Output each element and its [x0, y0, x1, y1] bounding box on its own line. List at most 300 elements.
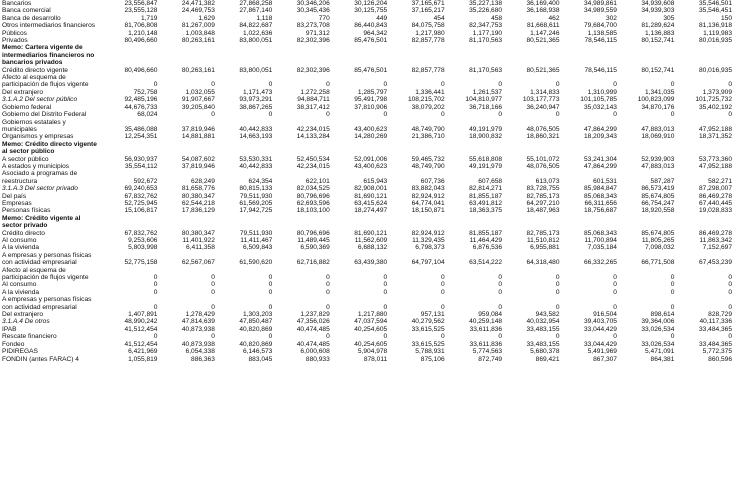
value-cell: 622,101 — [305, 177, 330, 185]
value-cell: 66,771,508 — [641, 259, 675, 267]
value-cell: 5,904,978 — [357, 348, 388, 356]
value-cell: 86,469,278 — [698, 229, 732, 237]
table-row — [1, 111, 734, 118]
value-cell: 47,883,013 — [641, 162, 675, 170]
row-label: Banca comercial — [2, 7, 51, 15]
value-cell: 47,356,026 — [296, 318, 330, 326]
value-cell: 80,016,935 — [698, 66, 732, 74]
value-cell: 14,133,284 — [296, 133, 330, 141]
value-cell: 83,800,051 — [239, 37, 273, 45]
value-cell — [504, 141, 561, 156]
value-cell: 582,271 — [708, 177, 732, 185]
value-cell: 11,510,812 — [527, 237, 560, 244]
value-cell: 0 — [440, 81, 445, 89]
value-cell: 18,150,871 — [411, 207, 445, 215]
value-cell: 47,864,299 — [583, 125, 617, 133]
table-row — [1, 37, 734, 44]
value-cell: 39,364,006 — [641, 318, 675, 326]
value-cell: 86,573,419 — [641, 185, 675, 193]
table-row — [1, 230, 734, 237]
value-cell: 37,819,946 — [181, 125, 215, 133]
value-cell: 66,311,656 — [584, 199, 617, 207]
value-cell: 82,034,525 — [296, 185, 330, 193]
value-cell: 5,680,378 — [530, 348, 560, 356]
value-cell: 40,254,605 — [354, 325, 388, 333]
value-cell: 68,024 — [137, 111, 158, 119]
value-cell: 305 — [663, 14, 675, 22]
value-cell: 53,241,304 — [583, 155, 617, 163]
value-cell: 1,055,819 — [128, 355, 158, 363]
value-cell: 82,785,173 — [526, 229, 560, 237]
table-row — [1, 30, 734, 37]
value-cell: 6,146,573 — [242, 348, 273, 356]
value-cell: 33,615,525 — [411, 325, 445, 333]
table-body — [1, 0, 734, 363]
value-cell: 0 — [268, 333, 273, 341]
value-cell: 48,990,242 — [124, 318, 158, 326]
value-cell: 34,989,861 — [583, 0, 617, 7]
value-cell: 91,907,667 — [181, 96, 215, 104]
value-cell: 752,758 — [133, 88, 158, 96]
value-cell: 0 — [383, 288, 388, 296]
value-cell: 37,819,946 — [181, 162, 215, 170]
value-cell: 615,943 — [363, 177, 388, 185]
row-label: Del extranjero — [2, 88, 44, 96]
table-row — [1, 74, 734, 89]
value-cell: 81,136,918 — [698, 22, 732, 30]
table-row — [1, 22, 734, 29]
row-label: PIDIREGAS — [2, 348, 38, 356]
value-cell: 6,798,373 — [415, 244, 445, 252]
value-cell: 64,318,480 — [526, 259, 560, 267]
row-label: Bancarios — [2, 0, 32, 7]
value-cell: 11,863,342 — [699, 237, 732, 244]
value-cell — [562, 44, 619, 66]
value-cell: 103,177,773 — [522, 96, 560, 104]
table-row — [1, 185, 734, 192]
value-cell: 40,474,485 — [296, 340, 330, 348]
value-cell: 61,590,620 — [239, 259, 273, 267]
value-cell: 63,415,624 — [354, 199, 388, 207]
value-cell: 17,836,129 — [181, 207, 215, 215]
value-cell: 40,442,833 — [239, 125, 273, 133]
value-cell — [217, 215, 274, 230]
value-cell: 872,749 — [478, 355, 503, 363]
value-cell: 18,920,558 — [641, 207, 675, 215]
value-cell: 6,876,536 — [472, 244, 503, 252]
value-cell: 104,810,977 — [465, 96, 503, 104]
value-cell: 628,249 — [191, 177, 215, 185]
table-row — [1, 252, 734, 267]
value-cell: 33,611,836 — [469, 340, 503, 348]
table-row — [1, 15, 734, 22]
value-cell: 67,440,445 — [698, 199, 732, 207]
value-cell: 1,314,833 — [530, 88, 560, 96]
value-cell: 5,491,969 — [587, 348, 617, 356]
value-cell: 47,037,594 — [354, 318, 388, 326]
value-cell: 21,386,710 — [411, 133, 445, 141]
value-cell — [102, 215, 159, 230]
value-cell — [102, 141, 159, 156]
value-cell: 0 — [326, 288, 330, 296]
row-label: A estados y municipios — [2, 162, 70, 170]
value-cell: 18,900,832 — [469, 133, 503, 141]
value-cell: 0 — [383, 303, 388, 311]
table-row — [1, 141, 734, 156]
value-cell: 47,850,487 — [239, 318, 273, 326]
value-cell: 83,882,043 — [411, 185, 445, 193]
value-cell: 0 — [211, 333, 215, 341]
value-cell: 18,371,352 — [698, 133, 732, 141]
value-cell — [274, 44, 331, 66]
value-cell: 86,469,278 — [698, 192, 732, 200]
table-row — [1, 163, 734, 170]
value-cell: 0 — [268, 281, 273, 289]
value-cell: 36,718,166 — [469, 103, 503, 111]
value-cell: 62,693,596 — [296, 199, 330, 207]
value-cell: 9,253,606 — [128, 237, 158, 244]
value-cell — [389, 215, 446, 230]
value-cell: 35,546,501 — [698, 0, 732, 7]
value-cell: 1,237,829 — [300, 311, 330, 319]
value-cell: 0 — [728, 333, 732, 341]
value-cell: 0 — [670, 274, 675, 282]
row-label: A la vivienda — [2, 244, 40, 252]
value-cell: 0 — [728, 274, 732, 282]
value-cell: 80,152,741 — [641, 66, 675, 74]
value-cell: 875,106 — [420, 355, 445, 363]
value-cell: 0 — [326, 281, 330, 289]
value-cell — [159, 141, 216, 156]
value-cell: 82,814,271 — [469, 185, 503, 193]
value-cell: 828,729 — [708, 311, 732, 319]
value-cell — [676, 141, 734, 156]
value-cell: 40,442,833 — [239, 162, 273, 170]
value-cell: 80,796,696 — [296, 192, 330, 200]
value-cell — [619, 44, 676, 66]
table-row — [1, 281, 734, 288]
table-row — [1, 311, 734, 318]
value-cell: 43,400,623 — [354, 162, 388, 170]
value-cell: 1,303,203 — [242, 311, 273, 319]
value-cell: 49,191,979 — [469, 162, 503, 170]
value-cell: 0 — [613, 274, 617, 282]
value-cell — [102, 44, 159, 66]
value-cell: 40,032,954 — [526, 318, 560, 326]
value-cell: 0 — [555, 281, 560, 289]
value-cell: 1,217,880 — [357, 311, 388, 319]
value-cell: 0 — [613, 81, 617, 89]
value-cell: 69,240,653 — [124, 185, 158, 193]
table-row — [1, 96, 734, 103]
row-label: Empresas — [2, 199, 32, 207]
value-cell: 6,509,843 — [242, 244, 273, 252]
value-cell — [332, 44, 389, 66]
value-cell: 607,736 — [420, 177, 445, 185]
value-cell: 80,521,365 — [526, 66, 560, 74]
value-cell: 33,484,365 — [698, 325, 732, 333]
value-cell: 1,261,537 — [472, 88, 503, 96]
value-cell: 860,596 — [708, 355, 732, 363]
value-cell: 67,832,762 — [124, 229, 158, 237]
value-cell: 864,381 — [650, 355, 675, 363]
value-cell: 33,044,429 — [583, 325, 617, 333]
value-cell: 38,317,412 — [296, 103, 330, 111]
table-row — [1, 156, 734, 163]
value-cell: 40,873,938 — [181, 340, 215, 348]
value-cell: 11,562,609 — [354, 237, 388, 244]
row-label: Gobierno federal — [2, 103, 52, 111]
value-cell: 59,465,732 — [411, 155, 445, 163]
value-cell: 15,106,817 — [124, 207, 158, 215]
value-cell: 84,822,687 — [239, 22, 273, 30]
value-cell: 85,476,501 — [354, 37, 388, 45]
value-cell: 1,407,891 — [128, 311, 158, 319]
value-cell: 39,403,705 — [583, 318, 617, 326]
row-label: Fondeo — [2, 340, 25, 348]
value-cell: 150 — [720, 14, 732, 22]
value-cell: 0 — [153, 274, 158, 282]
row-label: Organismos y empresas — [2, 133, 74, 141]
value-cell: 0 — [670, 281, 675, 289]
value-cell: 916,504 — [593, 311, 617, 319]
value-cell: 0 — [268, 303, 273, 311]
value-cell: 48,076,505 — [526, 125, 560, 133]
value-cell: 0 — [613, 111, 617, 119]
table-row — [1, 267, 734, 282]
value-cell: 62,544,218 — [181, 199, 215, 207]
value-cell: 1,171,473 — [242, 88, 273, 96]
value-cell: 33,026,534 — [641, 340, 675, 348]
value-cell: 458 — [491, 14, 503, 22]
value-cell — [562, 215, 619, 230]
value-cell: 52,091,006 — [354, 155, 388, 163]
value-cell: 78,546,115 — [584, 37, 617, 45]
value-cell: 30,126,204 — [354, 0, 388, 7]
value-cell: 81,855,187 — [469, 229, 503, 237]
value-cell: 80,152,741 — [641, 37, 675, 45]
value-cell: 35,486,088 — [124, 125, 158, 133]
value-cell: 0 — [670, 81, 675, 89]
value-cell: 79,511,930 — [239, 192, 273, 200]
value-cell: 6,955,881 — [530, 244, 560, 252]
value-cell: 18,487,963 — [526, 207, 560, 215]
value-cell: 0 — [326, 111, 330, 119]
value-cell — [447, 141, 504, 156]
value-cell: 55,618,808 — [469, 155, 503, 163]
value-cell: 302 — [605, 14, 617, 22]
value-cell: 18,756,687 — [583, 207, 617, 215]
row-label: IPAB — [2, 325, 17, 333]
value-cell: 11,411,467 — [240, 237, 273, 244]
value-cell: 6,421,969 — [128, 348, 158, 356]
value-cell: 44,676,733 — [124, 103, 158, 111]
row-label: 3.1.A.2 Del sector público — [2, 96, 78, 104]
value-cell: 52,725,945 — [124, 199, 158, 207]
value-cell: 0 — [613, 303, 617, 311]
row-label: A la vivienda — [2, 288, 40, 296]
value-cell: 0 — [211, 288, 215, 296]
value-cell: 18,209,343 — [583, 133, 617, 141]
value-cell: 95,491,798 — [354, 96, 388, 104]
value-cell: 85,068,343 — [583, 229, 617, 237]
value-cell: 0 — [498, 281, 503, 289]
row-label: Personas físicas — [2, 207, 51, 215]
value-cell: 85,984,847 — [583, 185, 617, 193]
value-cell — [159, 44, 216, 66]
value-cell: 23,556,847 — [124, 0, 158, 7]
value-cell: 0 — [268, 81, 273, 89]
value-cell: 47,952,188 — [698, 162, 732, 170]
value-cell: 85,674,805 — [641, 192, 675, 200]
value-cell — [274, 141, 331, 156]
value-cell — [619, 215, 676, 230]
value-cell — [389, 141, 446, 156]
value-cell: 80,796,696 — [296, 229, 330, 237]
value-cell: 30,125,755 — [354, 7, 388, 15]
value-cell: 82,857,778 — [411, 37, 445, 45]
value-cell: 1,341,035 — [645, 88, 675, 96]
table-row — [1, 333, 734, 340]
value-cell: 81,267,009 — [181, 22, 215, 30]
value-cell: 83,728,755 — [526, 185, 560, 193]
value-cell: 11,329,435 — [412, 237, 445, 244]
row-label: A empresas y personas físicas con actividad empresarial — [2, 251, 92, 267]
value-cell: 40,820,869 — [239, 325, 273, 333]
value-cell: 35,227,138 — [469, 0, 503, 7]
value-cell: 0 — [555, 288, 560, 296]
value-cell: 56,930,937 — [124, 155, 158, 163]
value-cell: 867,307 — [593, 355, 617, 363]
value-cell — [504, 215, 561, 230]
value-cell: 587,287 — [650, 177, 675, 185]
value-cell: 14,280,269 — [354, 133, 388, 141]
value-cell: 63,514,222 — [469, 259, 503, 267]
value-cell: 5,471,091 — [645, 348, 675, 356]
value-cell: 601,531 — [593, 177, 617, 185]
value-cell: 100,823,099 — [637, 96, 675, 104]
value-cell: 17,942,725 — [239, 207, 273, 215]
value-cell: 0 — [555, 81, 560, 89]
value-cell: 82,302,396 — [296, 37, 330, 45]
value-cell: 24,469,753 — [181, 7, 215, 15]
value-cell — [217, 141, 274, 156]
value-cell: 80,496,660 — [124, 66, 158, 74]
value-cell: 0 — [440, 288, 445, 296]
value-cell — [447, 215, 504, 230]
value-cell: 78,546,115 — [584, 66, 617, 74]
value-cell: 0 — [211, 303, 215, 311]
value-cell: 0 — [555, 333, 560, 341]
value-cell: 40,873,938 — [181, 325, 215, 333]
row-label: A empresas y personas físicas con actividad empresarial — [2, 296, 92, 311]
value-cell: 7,152,697 — [702, 244, 732, 252]
value-cell: 0 — [728, 288, 732, 296]
value-cell: 0 — [555, 111, 560, 119]
value-cell: 0 — [383, 111, 388, 119]
value-cell: 43,400,623 — [354, 125, 388, 133]
value-cell: 36,240,947 — [526, 103, 560, 111]
value-cell: 6,688,132 — [357, 244, 388, 252]
table-row — [1, 7, 734, 14]
value-cell: 11,401,922 — [182, 237, 215, 244]
value-cell: 61,569,205 — [239, 199, 273, 207]
value-cell: 964,342 — [363, 29, 388, 37]
value-cell: 82,924,912 — [411, 192, 445, 200]
value-cell: 82,785,173 — [526, 192, 560, 200]
value-cell: 48,749,790 — [411, 162, 445, 170]
value-cell: 613,073 — [535, 177, 560, 185]
value-cell: 40,820,869 — [239, 340, 273, 348]
value-cell: 0 — [326, 333, 330, 341]
value-cell: 80,380,347 — [181, 192, 215, 200]
value-cell: 0 — [268, 111, 273, 119]
value-cell: 49,191,979 — [469, 125, 503, 133]
value-cell: 64,297,210 — [526, 199, 560, 207]
value-cell: 0 — [670, 303, 675, 311]
value-cell: 33,044,429 — [583, 340, 617, 348]
value-cell — [274, 215, 331, 230]
value-cell: 6,000,608 — [300, 348, 330, 356]
value-cell: 0 — [498, 274, 503, 282]
table-row — [1, 237, 734, 244]
value-cell: 37,165,217 — [411, 7, 445, 15]
row-label: Del país — [2, 192, 27, 200]
value-cell: 5,788,931 — [415, 348, 445, 356]
value-cell: 0 — [440, 303, 445, 311]
value-cell: 1,118 — [256, 14, 273, 22]
value-cell: 462 — [548, 14, 560, 22]
value-cell: 0 — [670, 333, 675, 341]
value-cell: 18,860,321 — [526, 133, 560, 141]
value-cell: 63,439,380 — [354, 259, 388, 267]
row-label: Gobiernos estatales y municipales — [2, 118, 66, 133]
row-label: Afecto al esquema de participación de flujos vigente — [2, 74, 89, 89]
table-row — [1, 318, 734, 325]
value-cell: 82,857,778 — [411, 66, 445, 74]
value-cell: 1,138,585 — [587, 29, 617, 37]
row-label: Otros intermediarios financieros — [2, 22, 96, 30]
value-cell — [676, 215, 734, 230]
value-cell: 18,274,497 — [354, 207, 388, 215]
value-cell: 54,087,602 — [181, 155, 215, 163]
value-cell: 869,421 — [535, 355, 560, 363]
table-row — [1, 133, 734, 140]
value-cell: 1,003,848 — [185, 29, 215, 37]
value-cell: 40,279,562 — [411, 318, 445, 326]
row-label: Afecto al esquema de participación de flujos vigente — [2, 266, 89, 282]
value-cell: 42,234,015 — [296, 125, 330, 133]
value-cell: 0 — [326, 303, 330, 311]
value-cell: 878,011 — [363, 355, 388, 363]
value-cell: 0 — [211, 81, 215, 89]
table-row — [1, 0, 734, 7]
value-cell: 52,450,534 — [296, 155, 330, 163]
value-cell: 66,332,265 — [583, 259, 617, 267]
table-row — [1, 289, 734, 296]
value-cell: 35,032,143 — [583, 103, 617, 111]
row-label: Privados — [2, 37, 28, 45]
row-label: Al consumo — [2, 237, 37, 244]
value-cell: 11,700,894 — [584, 237, 617, 244]
value-cell: 47,814,639 — [181, 318, 215, 326]
value-cell: 0 — [383, 281, 388, 289]
value-cell: 38,079,202 — [411, 103, 445, 111]
value-cell: 81,706,808 — [124, 22, 158, 30]
value-cell: 92,485,196 — [124, 96, 158, 104]
table-row — [1, 215, 734, 230]
value-cell: 81,289,624 — [641, 22, 675, 30]
